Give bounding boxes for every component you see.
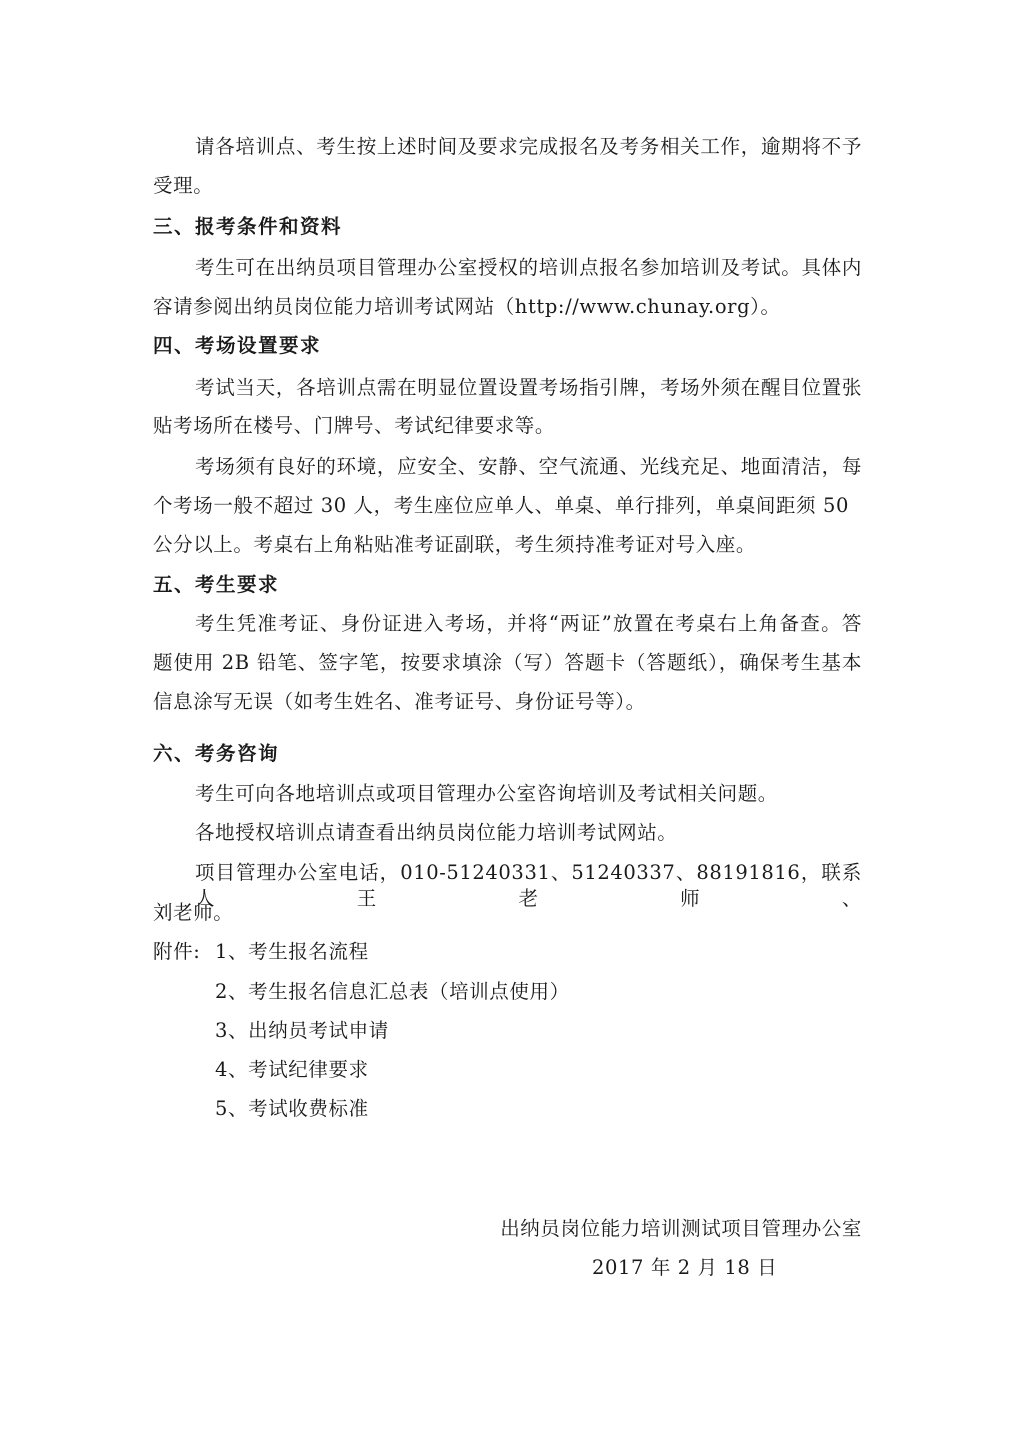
section-3-line-1: 考生可在出纳员项目管理办公室授权的培训点报名参加培训及考试。具体内: [195, 256, 862, 279]
section-6-line-3: 项目管理办公室电话，010-51240331、51240337、88191816，联系人王老师、: [195, 861, 862, 910]
section-4-p2-line-1: 考场须有良好的环境，应安全、安静、空气流通、光线充足、地面清洁，每: [195, 455, 862, 478]
section-6-line-4: 刘老师。: [153, 901, 234, 924]
intro-line-1: 请各培训点、考生按上述时间及要求完成报名及考务相关工作，逾期将不予: [195, 135, 862, 158]
intro-line-2: 受理。: [153, 174, 214, 197]
section-4-p2-line-3: 公分以上。考桌右上角粘贴准考证副联，考生须持准考证对号入座。: [153, 533, 757, 556]
attachment-item: 2、考生报名信息汇总表（培训点使用）: [215, 980, 570, 1003]
signature-organization: 出纳员岗位能力培训测试项目管理办公室: [500, 1217, 862, 1240]
section-4-p1-line-2: 贴考场所在楼号、门牌号、考试纪律要求等。: [153, 414, 556, 437]
attachment-item: 3、出纳员考试申请: [215, 1019, 389, 1042]
section-5-line-2: 题使用 2B 铅笔、签字笔，按要求填涂（写）答题卡（答题纸），确保考生基本: [153, 651, 862, 674]
section-3-line-2: 容请参阅出纳员岗位能力培训考试网站（http://www.chunay.org）。: [153, 295, 781, 318]
section-5-heading: 五、考生要求: [153, 573, 280, 596]
section-5-line-1: 考生凭准考证、身份证进入考场，并将“两证”放置在考桌右上角备查。答: [195, 612, 862, 635]
section-6-heading: 六、考务咨询: [153, 742, 280, 765]
section-4-p1-line-1: 考试当天，各培训点需在明显位置设置考场指引牌，考场外须在醒目位置张: [195, 376, 862, 399]
section-3-heading: 三、报考条件和资料: [153, 215, 343, 238]
section-4-p2-line-2: 个考场一般不超过 30 人，考生座位应单人、单桌、单行排列，单桌间距须 50: [153, 494, 849, 517]
section-6-line-2: 各地授权培训点请查看出纳员岗位能力培训考试网站。: [195, 821, 678, 844]
signature-date: 2017 年 2 月 18 日: [592, 1256, 778, 1279]
attachment-item: 1、考生报名流程: [215, 940, 369, 963]
section-6-line-1: 考生可向各地培训点或项目管理办公室咨询培训及考试相关问题。: [195, 782, 778, 805]
attachment-item: 4、考试纪律要求: [215, 1058, 369, 1081]
attachments-label: 附件:: [153, 940, 201, 963]
attachment-item: 5、考试收费标准: [215, 1097, 369, 1120]
section-4-heading: 四、考场设置要求: [153, 334, 322, 357]
section-5-line-3: 信息涂写无误（如考生姓名、准考证号、身份证号等）。: [153, 690, 646, 713]
